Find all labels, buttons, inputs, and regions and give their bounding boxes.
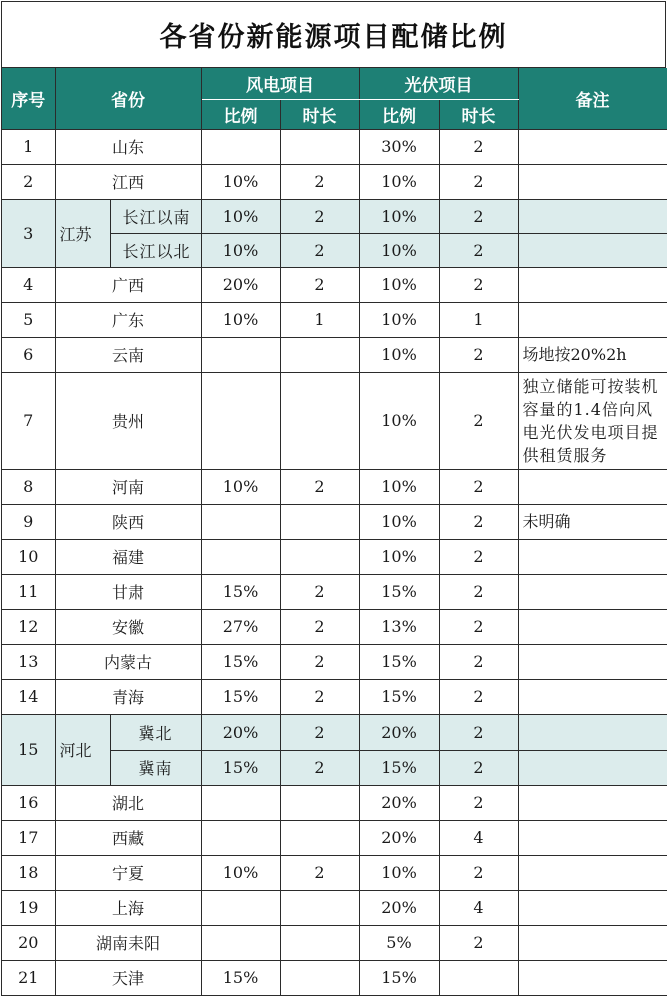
table-row [2, 679, 667, 714]
cell-wind-ratio: 15% [201, 960, 280, 995]
cell-seq: 10 [2, 539, 55, 574]
cell-province: 西藏 [55, 820, 201, 855]
cell-wind-ratio: 10% [201, 855, 280, 890]
title-row [2, 2, 666, 68]
cell-pv-ratio: 5% [359, 925, 439, 960]
cell-note [518, 199, 667, 233]
cell-wind-ratio [201, 129, 280, 164]
cell-note [518, 539, 667, 574]
cell-province: 云南 [55, 337, 201, 372]
cell-wind-duration: 2 [280, 164, 359, 199]
cell-pv-ratio: 10% [359, 302, 439, 337]
cell-note [518, 574, 667, 609]
cell-wind-duration: 2 [280, 574, 359, 609]
cell-note [518, 820, 667, 855]
cell-wind-duration: 2 [280, 644, 359, 679]
cell-wind-ratio: 15% [201, 644, 280, 679]
header-wind-ratio: 比例 [201, 99, 280, 129]
cell-province: 天津 [55, 960, 201, 995]
cell-seq: 19 [2, 890, 55, 925]
table-row [2, 267, 667, 302]
table-row [2, 337, 667, 372]
cell-pv-duration: 2 [439, 714, 518, 750]
cell-wind-ratio: 10% [201, 199, 280, 233]
cell-note: 场地按20%2h [518, 337, 667, 372]
cell-wind-duration: 2 [280, 609, 359, 644]
cell-note [518, 302, 667, 337]
cell-pv-ratio: 15% [359, 679, 439, 714]
table-row [2, 504, 667, 539]
table-row [2, 129, 667, 164]
header-province: 省份 [55, 68, 201, 129]
cell-wind-duration [280, 820, 359, 855]
cell-seq: 3 [2, 199, 55, 267]
cell-wind-ratio [201, 504, 280, 539]
cell-pv-ratio: 10% [359, 372, 439, 469]
cell-pv-duration: 1 [439, 302, 518, 337]
cell-note: 未明确 [518, 504, 667, 539]
cell-province-group: 河北 [55, 714, 110, 785]
cell-province: 广东 [55, 302, 201, 337]
table-row [2, 609, 667, 644]
cell-pv-ratio: 10% [359, 267, 439, 302]
cell-pv-duration: 2 [439, 539, 518, 574]
cell-note [518, 679, 667, 714]
cell-wind-ratio [201, 372, 280, 469]
cell-wind-duration [280, 785, 359, 820]
cell-note [518, 714, 667, 750]
cell-seq: 12 [2, 609, 55, 644]
cell-pv-ratio: 10% [359, 164, 439, 199]
cell-pv-duration: 2 [439, 644, 518, 679]
cell-pv-duration: 2 [439, 267, 518, 302]
cell-note [518, 469, 667, 504]
cell-pv-duration: 2 [439, 469, 518, 504]
cell-pv-duration: 4 [439, 890, 518, 925]
cell-wind-duration [280, 925, 359, 960]
cell-province: 安徽 [55, 609, 201, 644]
cell-pv-ratio: 30% [359, 129, 439, 164]
cell-pv-ratio: 10% [359, 337, 439, 372]
cell-wind-duration [280, 372, 359, 469]
table-row [2, 372, 667, 469]
table-row [2, 855, 667, 890]
cell-wind-duration [280, 890, 359, 925]
cell-seq: 15 [2, 714, 55, 785]
cell-note: 独立储能可按装机容量的1.4倍向风电光伏发电项目提供租赁服务 [518, 372, 667, 469]
cell-pv-ratio: 10% [359, 539, 439, 574]
cell-province-group: 江苏 [55, 199, 110, 267]
cell-wind-ratio: 10% [201, 164, 280, 199]
cell-province: 福建 [55, 539, 201, 574]
cell-province: 山东 [55, 129, 201, 164]
cell-province: 湖南耒阳 [55, 925, 201, 960]
table-row [2, 925, 667, 960]
cell-wind-ratio: 27% [201, 609, 280, 644]
data-table [2, 68, 667, 996]
cell-seq: 4 [2, 267, 55, 302]
cell-province: 广西 [55, 267, 201, 302]
page-title: 各省份新能源项目配储比例 [159, 22, 508, 53]
table-row [2, 164, 667, 199]
header-solar-duration: 时长 [439, 99, 518, 129]
cell-wind-ratio: 15% [201, 574, 280, 609]
table-row [2, 644, 667, 679]
cell-seq: 2 [2, 164, 55, 199]
cell-seq: 9 [2, 504, 55, 539]
cell-note [518, 129, 667, 164]
cell-subregion: 长江以北 [110, 233, 201, 267]
cell-pv-duration: 2 [439, 504, 518, 539]
cell-pv-ratio: 10% [359, 233, 439, 267]
cell-province: 陕西 [55, 504, 201, 539]
cell-seq: 8 [2, 469, 55, 504]
cell-pv-ratio: 20% [359, 820, 439, 855]
cell-seq: 17 [2, 820, 55, 855]
table-row [2, 469, 667, 504]
cell-pv-ratio: 10% [359, 504, 439, 539]
header-seq: 序号 [2, 68, 55, 129]
cell-wind-duration: 2 [280, 469, 359, 504]
cell-seq: 20 [2, 925, 55, 960]
cell-wind-ratio [201, 890, 280, 925]
cell-wind-ratio [201, 820, 280, 855]
cell-wind-ratio: 20% [201, 714, 280, 750]
cell-pv-ratio: 20% [359, 785, 439, 820]
cell-wind-duration: 2 [280, 267, 359, 302]
cell-wind-duration [280, 337, 359, 372]
table-row [2, 785, 667, 820]
cell-pv-duration: 2 [439, 129, 518, 164]
table-row [2, 302, 667, 337]
cell-pv-ratio: 15% [359, 644, 439, 679]
cell-pv-duration: 2 [439, 199, 518, 233]
cell-wind-duration: 2 [280, 714, 359, 750]
cell-pv-ratio: 20% [359, 714, 439, 750]
cell-wind-ratio: 20% [201, 267, 280, 302]
cell-wind-ratio [201, 337, 280, 372]
header-wind: 风电项目 [201, 68, 359, 99]
cell-subregion: 冀南 [110, 750, 201, 785]
cell-pv-ratio: 15% [359, 574, 439, 609]
storage-ratio-sheet [1, 1, 666, 996]
cell-pv-duration: 2 [439, 337, 518, 372]
cell-pv-duration: 2 [439, 750, 518, 785]
cell-subregion: 长江以南 [110, 199, 201, 233]
cell-wind-duration: 2 [280, 750, 359, 785]
cell-pv-ratio: 10% [359, 469, 439, 504]
cell-seq: 18 [2, 855, 55, 890]
cell-wind-ratio [201, 925, 280, 960]
cell-wind-duration: 2 [280, 233, 359, 267]
header-solar: 光伏项目 [359, 68, 518, 99]
cell-pv-duration: 2 [439, 372, 518, 469]
cell-province: 甘肃 [55, 574, 201, 609]
cell-province: 贵州 [55, 372, 201, 469]
cell-seq: 14 [2, 679, 55, 714]
header-solar-ratio: 比例 [359, 99, 439, 129]
cell-wind-duration [280, 504, 359, 539]
cell-note [518, 785, 667, 820]
cell-seq: 13 [2, 644, 55, 679]
cell-seq: 1 [2, 129, 55, 164]
cell-pv-ratio: 15% [359, 960, 439, 995]
header-row-1 [2, 68, 667, 99]
cell-province: 上海 [55, 890, 201, 925]
cell-seq: 21 [2, 960, 55, 995]
cell-seq: 5 [2, 302, 55, 337]
cell-province: 河南 [55, 469, 201, 504]
header-wind-duration: 时长 [280, 99, 359, 129]
cell-note [518, 890, 667, 925]
cell-wind-ratio [201, 539, 280, 574]
cell-wind-duration [280, 539, 359, 574]
table-row [2, 960, 667, 995]
cell-note [518, 267, 667, 302]
cell-pv-ratio: 15% [359, 750, 439, 785]
cell-pv-duration: 2 [439, 925, 518, 960]
cell-pv-duration: 2 [439, 574, 518, 609]
cell-province: 江西 [55, 164, 201, 199]
cell-pv-duration: 2 [439, 164, 518, 199]
table-row [2, 539, 667, 574]
table-row [2, 890, 667, 925]
cell-province: 湖北 [55, 785, 201, 820]
cell-pv-ratio: 10% [359, 199, 439, 233]
cell-pv-duration: 4 [439, 820, 518, 855]
cell-province: 青海 [55, 679, 201, 714]
cell-wind-duration [280, 960, 359, 995]
cell-pv-ratio: 13% [359, 609, 439, 644]
cell-pv-duration: 2 [439, 233, 518, 267]
cell-wind-duration: 2 [280, 679, 359, 714]
cell-note [518, 960, 667, 995]
cell-pv-duration [439, 960, 518, 995]
cell-wind-ratio: 10% [201, 469, 280, 504]
cell-wind-duration: 2 [280, 199, 359, 233]
cell-note [518, 925, 667, 960]
cell-wind-duration: 1 [280, 302, 359, 337]
cell-wind-ratio [201, 785, 280, 820]
cell-wind-duration [280, 129, 359, 164]
cell-pv-duration: 2 [439, 855, 518, 890]
cell-note [518, 750, 667, 785]
cell-subregion: 冀北 [110, 714, 201, 750]
table-row [2, 574, 667, 609]
cell-note [518, 164, 667, 199]
cell-seq: 11 [2, 574, 55, 609]
cell-wind-duration: 2 [280, 855, 359, 890]
cell-note [518, 644, 667, 679]
cell-pv-duration: 2 [439, 609, 518, 644]
cell-wind-ratio: 15% [201, 679, 280, 714]
cell-wind-ratio: 10% [201, 302, 280, 337]
cell-note [518, 855, 667, 890]
cell-seq: 6 [2, 337, 55, 372]
cell-province: 宁夏 [55, 855, 201, 890]
cell-seq: 7 [2, 372, 55, 469]
cell-note [518, 609, 667, 644]
table-row [2, 820, 667, 855]
cell-wind-ratio: 10% [201, 233, 280, 267]
cell-wind-ratio: 15% [201, 750, 280, 785]
table-row-group [2, 199, 667, 233]
cell-pv-duration: 2 [439, 679, 518, 714]
header-note: 备注 [518, 68, 667, 129]
cell-seq: 16 [2, 785, 55, 820]
cell-pv-ratio: 20% [359, 890, 439, 925]
cell-pv-ratio: 10% [359, 855, 439, 890]
table-row-group [2, 714, 667, 750]
cell-province: 内蒙古 [55, 644, 201, 679]
cell-note [518, 233, 667, 267]
cell-pv-duration: 2 [439, 785, 518, 820]
